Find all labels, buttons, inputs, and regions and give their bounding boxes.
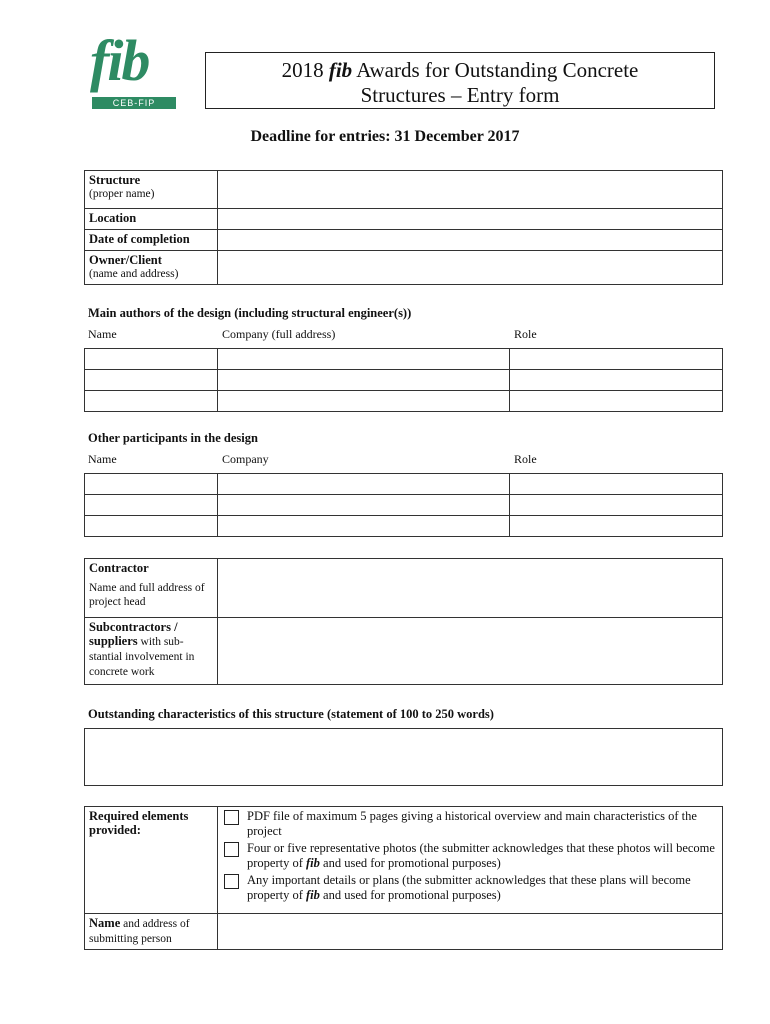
characteristics-title: Outstanding characteristics of this structure (statement of 100 to 250 words) xyxy=(88,707,494,721)
owner-sub: (name and address) xyxy=(89,268,179,280)
submitter-label-cell xyxy=(85,914,218,950)
owner-label: Owner/Client xyxy=(89,253,162,267)
authors-table xyxy=(84,348,723,412)
authors-role-1[interactable] xyxy=(510,349,723,370)
deadline-heading: Deadline for entries: 31 December 2017 xyxy=(250,128,520,145)
authors-company-1[interactable] xyxy=(218,349,510,370)
structure-table xyxy=(84,170,723,285)
participants-role-1[interactable] xyxy=(510,474,723,495)
owner-input[interactable] xyxy=(218,251,723,285)
photos-text-b: and used for promotional purposes) xyxy=(319,856,501,870)
fib-logo xyxy=(88,28,180,114)
completion-input[interactable] xyxy=(218,230,723,251)
authors-role-3[interactable] xyxy=(510,391,723,412)
authors-col-company: Company (full address) xyxy=(222,327,336,341)
required-label: Required elements provided: xyxy=(85,807,218,914)
participants-name-2[interactable] xyxy=(85,495,218,516)
authors-name-3[interactable] xyxy=(85,391,218,412)
structure-label: Structure xyxy=(89,173,141,187)
subcontractors-sub1: with sub- xyxy=(137,636,184,648)
structure-input[interactable] xyxy=(218,171,723,209)
structure-sub: (proper name) xyxy=(89,188,155,200)
contractor-sub: Name and full address of project head xyxy=(89,582,205,608)
authors-company-3[interactable] xyxy=(218,391,510,412)
location-label: Location xyxy=(85,209,218,230)
subcontractors-input[interactable] xyxy=(218,618,723,685)
participants-col-name: Name xyxy=(88,452,117,466)
subcontractors-label: Subcontractors / suppliers xyxy=(89,620,178,648)
logo-wordmark: fib xyxy=(90,28,149,93)
submitter-input[interactable] xyxy=(218,914,723,950)
participants-table xyxy=(84,473,723,537)
required-table xyxy=(84,806,723,950)
photos-fib: fib xyxy=(306,856,320,870)
required-checklist xyxy=(218,807,723,914)
required-item-photos xyxy=(222,841,718,871)
structure-label-cell xyxy=(85,171,218,209)
characteristics-input[interactable] xyxy=(85,729,723,786)
authors-col-name: Name xyxy=(88,327,117,341)
authors-company-2[interactable] xyxy=(218,370,510,391)
submitter-sub: and address of submitting person xyxy=(89,918,190,945)
participants-company-3[interactable] xyxy=(218,516,510,537)
participants-name-3[interactable] xyxy=(85,516,218,537)
plans-text-a: Any important details or plans (the submitter acknowledges that these plans will become property of xyxy=(247,873,691,902)
authors-name-1[interactable] xyxy=(85,349,218,370)
submitter-label: Name xyxy=(89,916,121,930)
pdf-checkbox[interactable] xyxy=(224,810,239,825)
authors-col-role: Role xyxy=(514,327,537,341)
required-item-plans xyxy=(222,873,718,903)
contractor-label: Contractor xyxy=(89,561,149,575)
completion-label: Date of completion xyxy=(85,230,218,251)
contractor-table xyxy=(84,558,723,685)
authors-title: Main authors of the design (including structural engineer(s)) xyxy=(88,306,412,320)
participants-title: Other participants in the design xyxy=(88,431,258,445)
participants-name-1[interactable] xyxy=(85,474,218,495)
title-year: 2018 xyxy=(281,58,324,82)
characteristics-table xyxy=(84,728,723,786)
participants-company-2[interactable] xyxy=(218,495,510,516)
plans-fib: fib xyxy=(306,888,320,902)
participants-col-role: Role xyxy=(514,452,537,466)
title-fib: fib xyxy=(328,58,353,82)
plans-checkbox[interactable] xyxy=(224,874,239,889)
participants-role-3[interactable] xyxy=(510,516,723,537)
pdf-text: PDF file of maximum 5 pages giving a historical overview and main characteristics of the project xyxy=(247,809,697,838)
location-input[interactable] xyxy=(218,209,723,230)
logo-subtitle: CEB-FIP xyxy=(92,97,176,109)
photos-checkbox[interactable] xyxy=(224,842,239,857)
subcontractors-label-cell xyxy=(85,618,218,685)
form-title xyxy=(205,52,715,109)
title-line2: Structures – Entry form xyxy=(360,83,560,107)
authors-name-2[interactable] xyxy=(85,370,218,391)
owner-label-cell xyxy=(85,251,218,285)
contractor-input[interactable] xyxy=(218,559,723,618)
authors-role-2[interactable] xyxy=(510,370,723,391)
title-line1: Awards for Outstanding Concrete xyxy=(356,58,639,82)
participants-role-2[interactable] xyxy=(510,495,723,516)
participants-company-1[interactable] xyxy=(218,474,510,495)
subcontractors-sub2: stantial involvement in concrete work xyxy=(89,651,195,678)
contractor-label-cell xyxy=(85,559,218,618)
plans-text-b: and used for promotional purposes) xyxy=(319,888,501,902)
participants-col-company: Company xyxy=(222,452,269,466)
photos-text-a: Four or five representative photos (the submitter acknowledges that these photos will become property of xyxy=(247,841,715,870)
required-item-pdf xyxy=(222,809,718,839)
